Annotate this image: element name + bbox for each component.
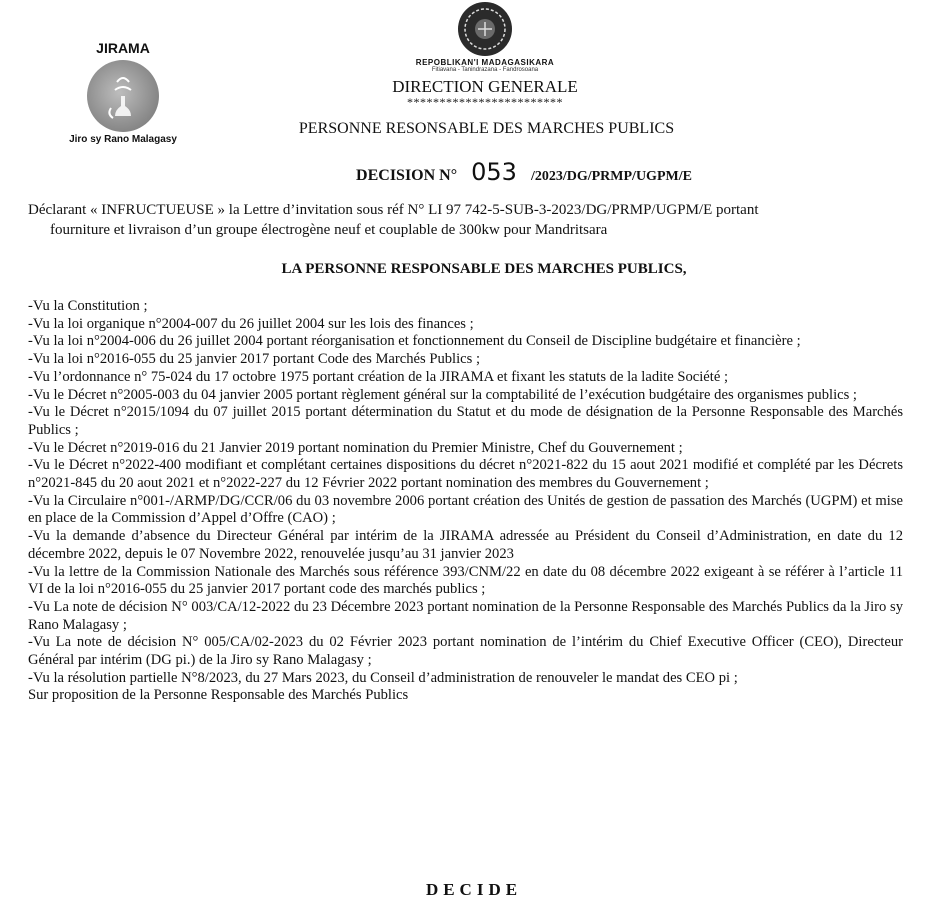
- considerant-item: -Vu la loi organique n°2004-007 du 26 juillet 2004 sur les lois des finances ;: [28, 315, 474, 332]
- decision-number-line: [0, 158, 938, 186]
- considerant-item: -Vu la demande d’absence du Directeur Général par intérim de la JIRAMA adressée au Président du Conseil d’Administration, en date du 12 décembre 2022, depuis le 07 Novembre 2022, renouvelée jusqu’au 31 janvier 2023: [28, 528, 903, 562]
- considerant-item: -Vu le Décret n°2022-400 modifiant et complétant certaines dispositions du décret n°2021-822 du 15 aout 2021 modifié et complété par les Décrets n°2021-845 du 20 aout 2021 et n°2022-227 du 12 Février 2022 portant nomination des membres du Gouvernement ;: [28, 457, 903, 492]
- jirama-brand: JIRAMA: [96, 40, 150, 56]
- stars-divider: ************************: [407, 95, 563, 109]
- jirama-tagline: Jiro sy Rano Malagasy: [69, 134, 177, 145]
- considerant-item: -Vu le Décret n°2019-016 du 21 Janvier 2019 portant nomination du Premier Ministre, Chef du Gouvernement ;: [28, 439, 683, 456]
- republic-header: [360, 2, 610, 107]
- considerant-item: -Vu la loi n°2016-055 du 25 janvier 2017 portant Code des Marchés Publics ;: [28, 351, 481, 368]
- declarant-paragraph: [28, 200, 933, 240]
- section-heading: LA PERSONNE RESPONSABLE DES MARCHES PUBLICS,: [281, 261, 687, 277]
- decision-label: DECISION N°: [356, 167, 458, 184]
- considerant-item: -Vu La note de décision N° 005/CA/02-2023 du 02 Février 2023 portant nomination de l’intérim du Chief Executive Officer (CEO), Directeur Général par intérim (DG pi.) de la Jiro sy Rano Malagasy ;: [28, 634, 903, 669]
- considerant-item: -Vu la Circulaire n°001-/ARMP/DG/CCR/06 du 03 novembre 2006 portant création des Unités de gestion de passation des Marchés (UGPM) et mise en place de la Commission d’Appel d’Offre (CAO) ;: [28, 492, 903, 527]
- declarant-line-2: fourniture et livraison d’un groupe électrogène neuf et couplable de 300kw pour Mandritsara: [50, 222, 608, 238]
- page-title: PERSONNE RESONSABLE DES MARCHES PUBLICS: [298, 120, 675, 137]
- considerant-item: -Vu la loi n°2004-006 du 26 juillet 2004 portant réorganisation et fonctionnement du Conseil de Discipline budgétaire et financière ;: [28, 333, 801, 350]
- considerant-item: -Vu la lettre de la Commission Nationale des Marchés sous référence 393/CNM/22 en date du 08 décembre 2022 exigeant à se référer à l’article 11 VI de la loi n°2016-055 du 25 janvier 2017 portant code des marchés publics ;: [28, 563, 903, 598]
- considerant-item: -Vu l’ordonnance n° 75-024 du 17 octobre 1975 portant création de la JIRAMA et fixant les statuts de la ladite Société ;: [28, 368, 729, 385]
- declarant-line-1: Déclarant « INFRUCTUEUSE » la Lettre d’invitation sous réf N° LI 97 742-5-SUB-3-2023/DG/PRMP/UGPM/E portant: [28, 202, 759, 218]
- republic-seal-icon: [458, 2, 512, 56]
- direction-generale: DIRECTION GENERALE: [392, 77, 578, 96]
- decision-number: 053: [471, 158, 517, 186]
- considerant-item: Sur proposition de la Personne Responsable des Marchés Publics: [28, 687, 409, 704]
- decision-reference: /2023/DG/PRMP/UGPM/E: [530, 169, 692, 184]
- considerant-item: -Vu le Décret n°2015/1094 du 07 juillet 2015 portant détermination du Statut et du mode de désignation de la Personne Responsable des Marchés Publics ;: [28, 404, 903, 438]
- considerant-item: -Vu le Décret n°2005-003 du 04 janvier 2005 portant règlement général sur la comptabilité de l’exécution budgétaire des organismes publics ;: [28, 386, 857, 403]
- considerants-list: [28, 298, 903, 705]
- considerant-item: -Vu la résolution partielle N°8/2023, du 27 Mars 2023, du Conseil d’administration de renouveler le mandat des CEO pi ;: [28, 669, 738, 686]
- republic-name: REPOBLIKAN'I MADAGASIKARA: [415, 58, 555, 67]
- considerant-item: -Vu la Constitution ;: [28, 298, 148, 314]
- considerant-item: -Vu La note de décision N° 003/CA/12-2022 du 23 Décembre 2023 portant nomination de la Personne Responsable des Marchés Publics da la Jiro sy Rano Malagasy ;: [28, 598, 903, 633]
- decide-heading: DECIDE: [425, 880, 523, 899]
- republic-motto: Fitiavana - Tanindrazana - Fandrosoana: [431, 67, 539, 73]
